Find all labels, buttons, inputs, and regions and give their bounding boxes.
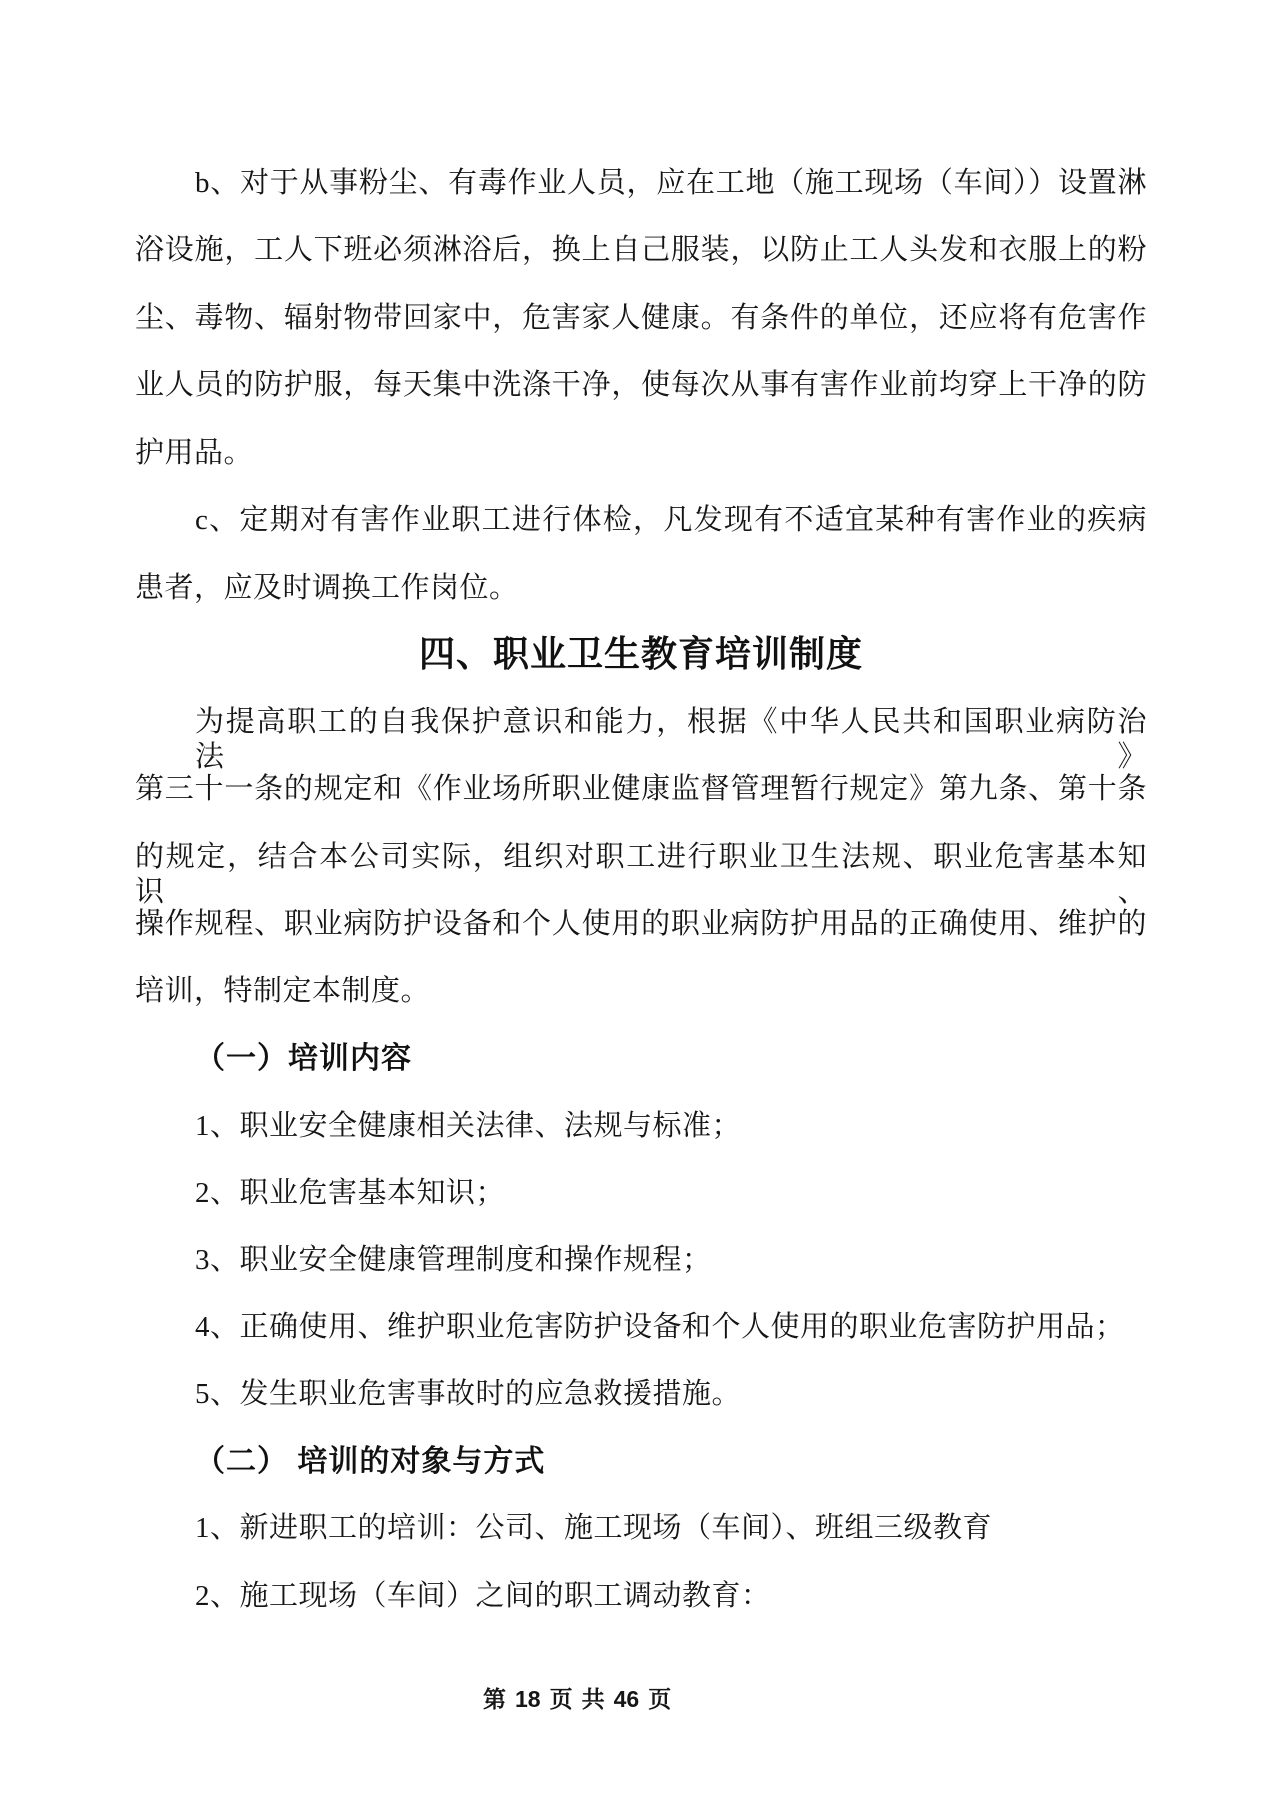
paragraph-c-line-2: 患者，应及时调换工作岗位。: [135, 572, 519, 604]
intro-line-1: 为提高职工的自我保护意识和能力，根据《中华人民共和国职业病防治法》: [195, 706, 1147, 773]
page-number-footer: [483, 1681, 671, 1714]
training-content-item-5: 5、发生职业危害事故时的应急救援措施。: [195, 1378, 742, 1410]
footer-label-ye1: 页: [549, 1686, 573, 1712]
section-heading: 四、职业卫生教育培训制度: [418, 633, 863, 674]
training-content-item-1: 1、职业安全健康相关法律、法规与标准；: [195, 1110, 742, 1142]
paragraph-b-line-3: 尘、毒物、辐射物带回家中，危害家人健康。有条件的单位，还应将有危害作: [135, 302, 1147, 334]
subheading-training-content: （一）培训内容: [195, 1042, 412, 1075]
training-target-item-2: 2、施工现场（车间）之间的职工调动教育：: [195, 1580, 771, 1612]
paragraph-c-line-1: c、定期对有害作业职工进行体检，凡发现有不适宜某种有害作业的疾病: [195, 504, 1147, 536]
paragraph-b-line-2: 浴设施，工人下班必须淋浴后，换上自己服装，以防止工人头发和衣服上的粉: [135, 234, 1147, 266]
intro-line-4: 操作规程、职业病防护设备和个人使用的职业病防护用品的正确使用、维护的: [135, 908, 1147, 940]
footer-label-gong: 共: [581, 1686, 605, 1712]
paragraph-b-line-4: 业人员的防护服，每天集中洗涤干净，使每次从事有害作业前均穿上干净的防: [135, 369, 1147, 401]
subheading-training-target-method: （二） 培训的对象与方式: [195, 1445, 546, 1478]
intro-line-2: 第三十一条的规定和《作业场所职业健康监督管理暂行规定》第九条、第十条: [135, 773, 1147, 805]
footer-label-di: 第: [483, 1686, 506, 1712]
footer-current-page: 18: [515, 1686, 541, 1712]
training-content-item-3: 3、职业安全健康管理制度和操作规程；: [195, 1244, 712, 1276]
intro-line-5: 培训，特制定本制度。: [135, 975, 431, 1007]
paragraph-b-line-1: b、对于从事粉尘、有毒作业人员，应在工地（施工现场（车间））设置淋: [195, 167, 1147, 199]
paragraph-b-line-5: 护用品。: [135, 437, 254, 469]
training-content-item-2: 2、职业危害基本知识；: [195, 1177, 506, 1209]
training-content-item-4: 4、正确使用、维护职业危害防护设备和个人使用的职业危害防护用品；: [195, 1311, 1125, 1343]
intro-line-3: 的规定，结合本公司实际，组织对职工进行职业卫生法规、职业危害基本知识、: [135, 841, 1147, 908]
footer-total-pages: 46: [613, 1686, 640, 1712]
training-target-item-1: 1、新进职工的培训：公司、施工现场（车间）、班组三级教育: [195, 1512, 993, 1544]
footer-label-ye2: 页: [648, 1686, 672, 1712]
